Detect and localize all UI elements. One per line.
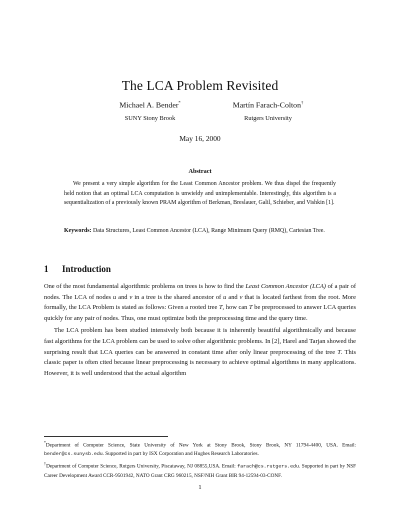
paper-date: May 16, 2000 bbox=[179, 134, 221, 143]
paper-title: The LCA Problem Revisited bbox=[121, 78, 279, 93]
footnote: *Department of Computer Science, State University of New York at Stony Brook, Stony Brook, NY 11794-4400, USA. Email: bender@cs.sunysb.edu. Supported in part by ISX Corporation and Hughes Research Laboratories. bbox=[44, 441, 356, 458]
author-name: Michael A. Bender* bbox=[119, 100, 181, 110]
abstract-text: We present a very simple algorithm for the Least Common Ancestor problem. We thus dispel the frequently held notion that an optimal LCA computation is unwieldy and unimplementable. Interestingly, this algorithm is a sequentialization of a previously known PRAM algorithm of Berkman, Breslauer, Galil, Schieber, and Vishkin [1]. bbox=[64, 181, 336, 207]
email-text: bender@cs.sunysb.edu bbox=[44, 452, 103, 458]
abstract-heading: Abstract bbox=[188, 168, 212, 175]
page-number: 1 bbox=[198, 484, 202, 491]
email-text: farach@cs.rutgers.edu bbox=[237, 464, 299, 470]
author-affiliation: Rutgers University bbox=[244, 114, 292, 122]
paragraph: The LCA problem has been studied intensively both because it is inherently beautiful algorithmically and because fast algorithms for the LCA problem can be used to solve other algorithmic problems. In [2], Harel and Tarjan showed the surprising result that LCA queries can be answered in constant time after only linear preprocessing of the tree T. This classic paper is often cited because linear preprocessing is necessary to achieve optimal algorithms in many applications. However, it is well understood that the actual algorithm bbox=[44, 327, 356, 377]
body-text bbox=[44, 282, 356, 380]
author-affiliation: SUNY Stony Brook bbox=[124, 114, 176, 122]
author-block-farach-colton bbox=[218, 100, 318, 122]
paragraph: One of the most fundamental algorithmic problems on trees is how to find the Least Common Ancestor (LCA) of a pair of nodes. The LCA of nodes u and v in a tree is the shared ancestor of u and v that is located farthest from the root. More formally, the LCA Problem is stated as follows: Given a rooted tree T, how can T be preprocessed to answer LCA queries quickly for any pair of nodes. Thus, one must optimize both the preprocessing time and the query time. bbox=[44, 283, 356, 322]
footnote-divider bbox=[44, 436, 168, 437]
author-name: Martín Farach-Colton† bbox=[232, 100, 304, 110]
section-heading: 1 Introduction bbox=[44, 264, 111, 274]
footnotes bbox=[44, 439, 356, 480]
footnote: †Department of Computer Science, Rutgers University, Piscataway, NJ 08855,USA. Email: farach@cs.rutgers.edu. Supported in part by NSF Career Development Award CCR-9501942, NATO Grant CRG 960215, NSF/NIH Grant BIR 94-12594-03-CONF. bbox=[44, 461, 356, 479]
author-block-bender bbox=[110, 100, 190, 122]
keywords: Keywords: Data Structures, Least Common Ancestor (LCA), Range Minimum Query (RMQ), Cartesian Tree. bbox=[64, 228, 325, 234]
